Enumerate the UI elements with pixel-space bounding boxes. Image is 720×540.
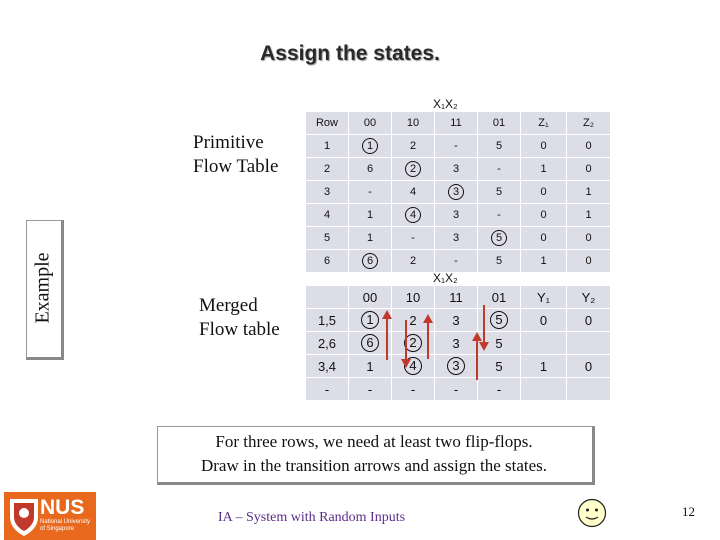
cell-value: 2	[323, 163, 331, 175]
merged-header-cell: Y₂	[567, 286, 611, 309]
merged-header-cell: 11	[435, 286, 478, 309]
table-cell	[567, 158, 611, 181]
logo-subtitle: National University of Singapore	[40, 519, 91, 532]
cell-value: 2,6	[317, 335, 337, 351]
table-row	[306, 378, 611, 401]
cell-value: 1	[585, 209, 592, 221]
merged-header-row	[306, 286, 611, 309]
transition-arrow	[427, 322, 429, 359]
table-cell	[567, 135, 611, 158]
cell-value: 1	[540, 163, 547, 175]
cell-value: 1	[366, 209, 374, 221]
table-cell	[478, 204, 521, 227]
stable-state-circle: 6	[362, 253, 378, 269]
table-cell	[435, 181, 478, 204]
table-cell	[478, 227, 521, 250]
cell-value: 0	[540, 186, 547, 198]
primitive-header-row	[306, 112, 611, 135]
stable-state-circle: 4	[405, 207, 421, 223]
table-cell	[349, 158, 392, 181]
table-cell	[521, 135, 567, 158]
stable-state-circle: 5	[491, 230, 507, 246]
cell-value: 3	[452, 209, 460, 221]
table-cell	[435, 204, 478, 227]
cell-value: -	[497, 163, 501, 175]
table-row	[306, 355, 611, 378]
table-cell	[478, 355, 521, 378]
table-row	[306, 227, 611, 250]
table-cell	[349, 181, 392, 204]
page-number: 12	[682, 504, 695, 519]
table-cell	[521, 309, 567, 332]
table-cell	[349, 227, 392, 250]
primitive-label-line-1: Primitive	[193, 132, 264, 153]
table-cell	[392, 227, 435, 250]
primitive-header-cell: Row	[306, 112, 349, 135]
cell-value: 0	[540, 232, 547, 244]
stable-state-circle: 4	[404, 357, 422, 375]
example-tab	[26, 220, 60, 356]
cell-value: -	[411, 232, 415, 244]
table-cell	[306, 250, 349, 273]
cell-value: 1	[540, 255, 547, 267]
cell-value: -	[454, 255, 458, 267]
stable-state-circle: 1	[361, 311, 379, 329]
table-cell	[306, 378, 349, 401]
cell-value: 3	[452, 163, 460, 175]
cell-value: 3	[452, 335, 460, 351]
cell-value: 2	[409, 312, 417, 328]
stable-state-circle: 6	[361, 334, 379, 352]
cell-value: 3	[452, 232, 460, 244]
merged-header-cell: 00	[349, 286, 392, 309]
primitive-flow-table	[305, 111, 611, 273]
table-cell	[306, 135, 349, 158]
table-cell	[435, 309, 478, 332]
cell-value: 5	[495, 140, 503, 152]
cell-value: 1	[585, 186, 592, 198]
table-cell	[392, 250, 435, 273]
example-tab-label: Example	[31, 252, 54, 324]
note-text	[157, 430, 591, 478]
table-row	[306, 158, 611, 181]
table-cell	[521, 158, 567, 181]
cell-value: 4	[323, 209, 331, 221]
table-cell	[521, 332, 567, 355]
footer-title: IA – System with Random Inputs	[218, 510, 406, 525]
table-cell	[567, 227, 611, 250]
smiley-icon	[577, 498, 607, 528]
table-cell	[306, 332, 349, 355]
cell-value: 1	[366, 358, 374, 374]
table-cell	[435, 158, 478, 181]
note-line-1: For three rows, we need at least two flip-flops.	[215, 432, 533, 451]
table-row	[306, 204, 611, 227]
table-cell	[478, 250, 521, 273]
primitive-header-cell: 00	[349, 112, 392, 135]
cell-value: -	[497, 209, 501, 221]
cell-value: 0	[540, 209, 547, 221]
cell-value: 0	[584, 358, 593, 374]
merged-label-line-2: Flow table	[199, 319, 280, 340]
cell-value: 0	[585, 140, 592, 152]
table-cell	[306, 158, 349, 181]
table-row	[306, 135, 611, 158]
merged-flow-table	[305, 285, 611, 401]
merged-input-variables: X₁X₂	[433, 271, 458, 285]
nus-crest-icon	[8, 495, 40, 537]
cell-value: -	[410, 381, 416, 397]
primitive-header-cell: Z₁	[521, 112, 567, 135]
merged-header-cell	[306, 286, 349, 309]
table-cell	[349, 378, 392, 401]
table-cell	[392, 135, 435, 158]
stable-state-circle: 3	[447, 357, 465, 375]
transition-arrow	[476, 340, 478, 380]
stable-state-circle: 3	[448, 184, 464, 200]
cell-value: 1	[539, 358, 548, 374]
cell-value: 2	[409, 140, 417, 152]
primitive-input-variables: X₁X₂	[433, 97, 458, 111]
slide-title: Assign the states.	[260, 42, 440, 65]
table-cell	[392, 158, 435, 181]
stable-state-circle: 2	[405, 161, 421, 177]
merged-header-cell: Y₁	[521, 286, 567, 309]
table-cell	[435, 250, 478, 273]
cell-value: 6	[323, 255, 331, 267]
table-row	[306, 332, 611, 355]
merged-header-cell: 10	[392, 286, 435, 309]
table-cell	[435, 135, 478, 158]
table-cell	[521, 250, 567, 273]
cell-value: 1	[323, 140, 331, 152]
cell-value: -	[453, 381, 459, 397]
table-cell	[435, 355, 478, 378]
table-cell	[392, 204, 435, 227]
cell-value: 0	[585, 255, 592, 267]
table-cell	[567, 181, 611, 204]
cell-value: 3	[323, 186, 331, 198]
transition-arrow	[405, 320, 407, 360]
cell-value: 0	[584, 312, 593, 328]
primitive-header-cell: 11	[435, 112, 478, 135]
cell-value: 6	[366, 163, 374, 175]
table-cell	[349, 135, 392, 158]
cell-value: -	[496, 381, 502, 397]
table-cell	[349, 204, 392, 227]
table-cell	[306, 227, 349, 250]
table-cell	[521, 378, 567, 401]
table-cell	[521, 181, 567, 204]
merged-header-cell: 01	[478, 286, 521, 309]
table-row	[306, 250, 611, 273]
table-row	[306, 181, 611, 204]
stable-state-circle: 2	[404, 334, 422, 352]
table-cell	[478, 181, 521, 204]
table-cell	[306, 204, 349, 227]
merged-flow-table-label	[199, 294, 280, 342]
table-cell	[567, 332, 611, 355]
cell-value: 4	[409, 186, 417, 198]
stable-state-circle: 5	[490, 311, 508, 329]
table-cell	[435, 227, 478, 250]
table-row	[306, 309, 611, 332]
primitive-label-line-2: Flow Table	[193, 156, 279, 177]
cell-value: 5	[323, 232, 331, 244]
cell-value: 5	[495, 186, 503, 198]
cell-value: 3,4	[317, 358, 337, 374]
table-cell	[478, 135, 521, 158]
table-cell	[306, 309, 349, 332]
primitive-header-cell: 01	[478, 112, 521, 135]
primitive-header-cell: 10	[392, 112, 435, 135]
transition-arrow	[483, 305, 485, 343]
cell-value: 0	[585, 232, 592, 244]
cell-value: 3	[452, 312, 460, 328]
cell-value: 0	[585, 163, 592, 175]
cell-value: 2	[409, 255, 417, 267]
stable-state-circle: 1	[362, 138, 378, 154]
table-cell	[306, 181, 349, 204]
primitive-header-cell: Z₂	[567, 112, 611, 135]
cell-value: 5	[495, 358, 503, 374]
cell-value: -	[368, 186, 372, 198]
cell-value: -	[324, 381, 330, 397]
cell-value: 1	[366, 232, 374, 244]
note-line-2: Draw in the transition arrows and assign the states.	[200, 456, 548, 475]
table-cell	[567, 378, 611, 401]
table-cell	[478, 378, 521, 401]
merged-label-line-1: Merged	[199, 295, 258, 316]
table-cell	[521, 355, 567, 378]
table-cell	[392, 378, 435, 401]
table-cell	[521, 204, 567, 227]
table-cell	[521, 227, 567, 250]
cell-value: 0	[540, 140, 547, 152]
table-cell	[478, 158, 521, 181]
table-cell	[567, 204, 611, 227]
cell-value: 5	[495, 335, 503, 351]
logo-text: NUS	[40, 496, 85, 519]
primitive-flow-table-label	[193, 131, 278, 179]
cell-value: 5	[495, 255, 503, 267]
table-cell	[567, 355, 611, 378]
table-cell	[392, 181, 435, 204]
table-cell	[435, 378, 478, 401]
cell-value: 0	[539, 312, 548, 328]
table-cell	[306, 355, 349, 378]
table-cell	[349, 250, 392, 273]
transition-arrow	[386, 318, 388, 360]
cell-value: 1,5	[317, 312, 337, 328]
table-cell	[567, 309, 611, 332]
cell-value: -	[454, 140, 458, 152]
cell-value: -	[367, 381, 373, 397]
table-cell	[567, 250, 611, 273]
